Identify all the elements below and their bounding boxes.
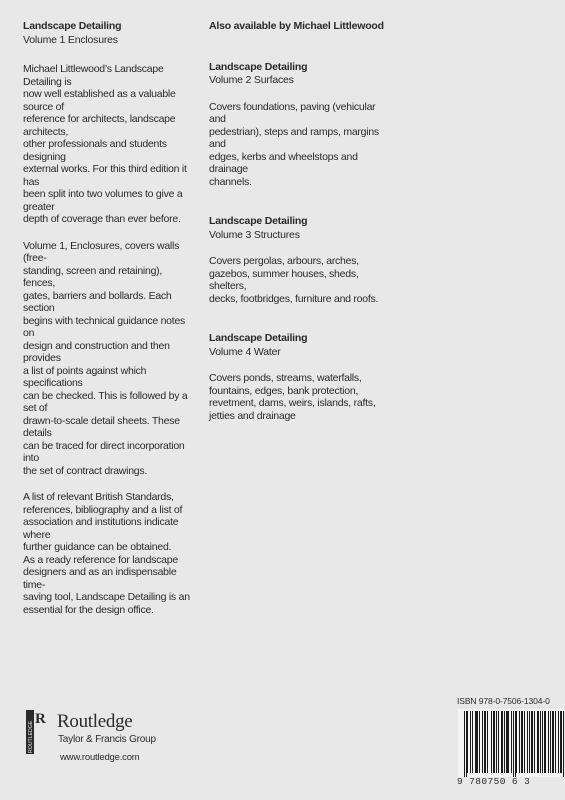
barcode-bar bbox=[552, 711, 553, 773]
barcode-bar bbox=[545, 711, 546, 773]
barcode-bar bbox=[542, 711, 543, 773]
barcode-bar bbox=[470, 711, 471, 773]
barcode-bar bbox=[466, 711, 467, 777]
also-available-heading: Also available by Michael Littlewood bbox=[209, 20, 384, 32]
book-title: Landscape Detailing bbox=[23, 20, 122, 32]
barcode-bar bbox=[558, 711, 559, 773]
barcode-bar bbox=[511, 711, 512, 773]
barcode-bar bbox=[472, 711, 473, 773]
barcode-digits: 9 780750 6 3 bbox=[457, 776, 531, 787]
barcode-bar bbox=[482, 711, 483, 773]
closing-paragraph: As a ready reference for landscape designers and as an indispensable time- saving tool, Landscape Detailing is an essential for the design office. bbox=[23, 553, 190, 616]
barcode-bar bbox=[477, 711, 478, 773]
barcode-bar bbox=[540, 711, 541, 773]
isbn-barcode bbox=[457, 696, 565, 800]
volume-entry bbox=[209, 332, 394, 422]
barcode-bar bbox=[506, 711, 507, 773]
barcode-bar bbox=[534, 711, 535, 773]
volume-title: Landscape Detailing bbox=[209, 60, 308, 73]
barcode-bar bbox=[479, 711, 480, 773]
barcode-bar bbox=[548, 711, 549, 773]
volume-subtitle: Volume 2 Surfaces bbox=[209, 74, 294, 86]
svg-text:R: R bbox=[35, 711, 46, 727]
also-available-list bbox=[209, 20, 394, 422]
barcode-bar bbox=[519, 711, 520, 773]
barcode-bar bbox=[538, 711, 539, 773]
barcode-bar bbox=[537, 711, 538, 773]
barcode-bar bbox=[529, 711, 530, 773]
intro-paragraph: Michael Littlewood’s Landscape Detailing is now well established as a valuable source of reference for architects, landscape architects, other professionals and students designing external works. For this third edition it has been split into two volumes to give a greater depth of coverage than ever before. bbox=[23, 63, 187, 225]
volume-title: Landscape Detailing bbox=[209, 215, 308, 227]
barcode-bar bbox=[496, 711, 497, 773]
volume-description: Covers pergolas, arbours, arches, gazebos, summer houses, sheds, shelters, decks, footbridges, furniture and roofs. bbox=[209, 255, 379, 305]
barcode-bar bbox=[475, 711, 476, 773]
barcode-bar bbox=[498, 711, 499, 773]
barcode-bar bbox=[487, 711, 488, 773]
barcode-bar bbox=[507, 711, 508, 773]
barcode-bar bbox=[553, 711, 554, 773]
barcode-bar bbox=[527, 711, 528, 773]
volume-entry bbox=[209, 61, 394, 189]
barcode-bar bbox=[521, 711, 522, 773]
barcode-bar bbox=[531, 711, 532, 773]
volume-description: Covers foundations, paving (vehicular and pedestrian), steps and ramps, margins and edges, kerbs and wheelstops and drainage channels. bbox=[209, 100, 379, 188]
barcode-bar bbox=[561, 711, 562, 773]
barcode-bar bbox=[467, 711, 468, 773]
barcode-bar bbox=[555, 711, 556, 773]
barcode-bar bbox=[516, 711, 517, 773]
contents-paragraph: Volume 1, Enclosures, covers walls (free- standing, screen and retaining), fences, gates, barriers and bollards. Each section begins with technical guidance notes on design and construction and then provides a list of points against which specifications can be checked. This is followed by a set of drawn-to-scale detail sheets. These details can be traced for direct incorporation into the set of contract drawings. bbox=[23, 239, 188, 477]
publisher-group: Taylor & Francis Group bbox=[58, 734, 156, 745]
publisher-name: Routledge bbox=[57, 711, 133, 732]
barcode-bar bbox=[563, 711, 564, 777]
barcode-bar bbox=[464, 711, 465, 777]
volume-description: Covers ponds, streams, waterfalls, fountains, edges, bank protection, revetment, dams, weirs, islands, rafts, jetties and drainage bbox=[209, 372, 376, 422]
barcode-bar bbox=[532, 711, 533, 773]
svg-text:ROUTLEDGE: ROUTLEDGE bbox=[28, 720, 34, 753]
volume-1-description bbox=[23, 20, 195, 616]
barcode-bar bbox=[544, 711, 545, 773]
barcode-icon bbox=[458, 709, 564, 777]
barcode-bar bbox=[524, 711, 525, 773]
volume-subtitle: Volume 3 Structures bbox=[209, 228, 300, 241]
barcode-bar bbox=[504, 711, 505, 773]
barcode-bar bbox=[508, 711, 509, 773]
volume-entry bbox=[209, 215, 394, 305]
barcode-bar bbox=[494, 711, 495, 773]
barcode-bar bbox=[522, 711, 523, 773]
book-subtitle: Volume 1 Enclosures bbox=[23, 33, 118, 46]
barcode-bar bbox=[484, 711, 485, 773]
barcode-bar bbox=[513, 711, 514, 777]
volume-subtitle: Volume 4 Water bbox=[209, 345, 281, 358]
barcode-bar bbox=[560, 711, 561, 773]
barcode-bar bbox=[501, 711, 502, 773]
barcode-bar bbox=[515, 711, 516, 777]
barcode-bar bbox=[491, 711, 492, 773]
barcode-bar bbox=[550, 711, 551, 773]
barcode-bar bbox=[485, 711, 486, 773]
isbn-number: ISBN 978-0-7506-1304-0 bbox=[457, 696, 550, 706]
barcode-bar bbox=[493, 711, 494, 773]
volume-title: Landscape Detailing bbox=[209, 332, 308, 344]
publisher-url: www.routledge.com bbox=[60, 752, 140, 763]
references-paragraph: A list of relevant British Standards, references, bibliography and a list of association and institutions indicate where further guidance can be obtained. bbox=[23, 491, 183, 553]
routledge-mark-icon bbox=[26, 710, 46, 754]
barcode-bar bbox=[476, 711, 477, 773]
barcode-bar bbox=[502, 711, 503, 773]
